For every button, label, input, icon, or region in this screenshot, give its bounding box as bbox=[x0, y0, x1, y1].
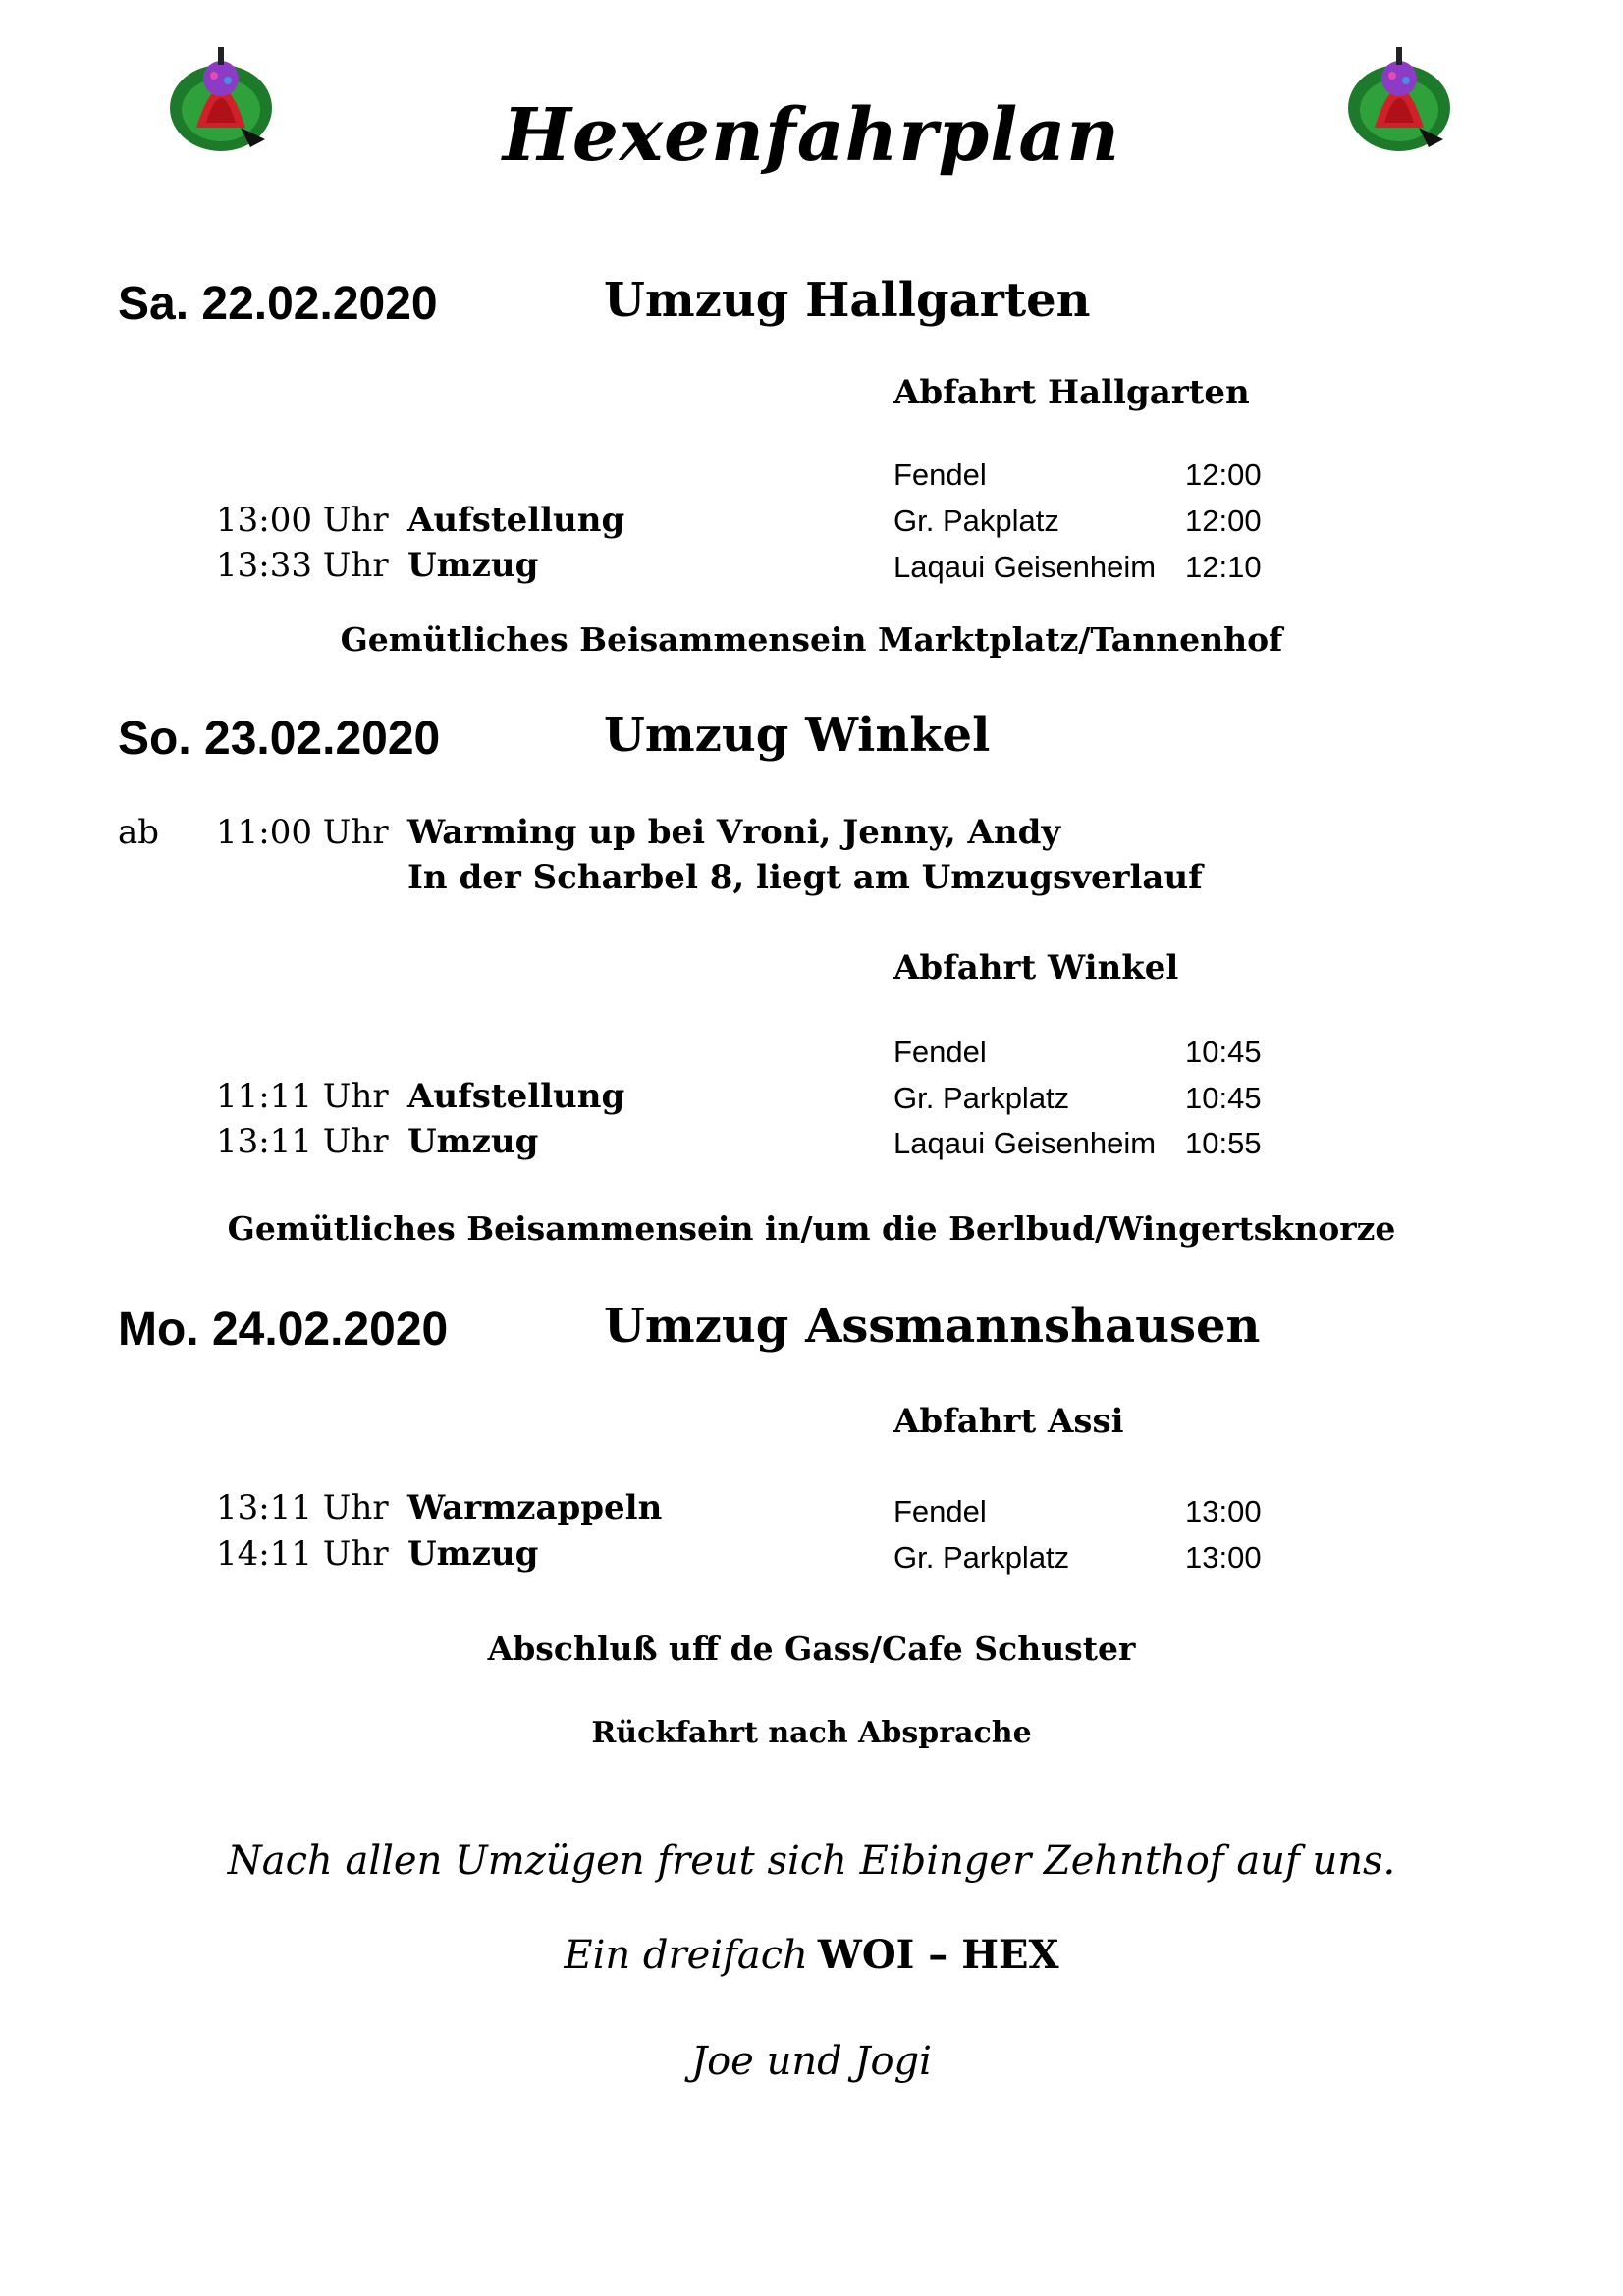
closing-cheer-prefix: Ein dreifach bbox=[564, 1933, 808, 1978]
stop-name: Gr. Pakplatz bbox=[893, 504, 1059, 538]
schedule-activity: Aufstellung bbox=[407, 501, 625, 540]
schedule-activity: Warmzappeln bbox=[407, 1488, 663, 1527]
stop-time: 10:45 bbox=[1185, 1035, 1262, 1069]
pre-event-line: Warming up bei Vroni, Jenny, Andy bbox=[407, 813, 1061, 852]
schedule-time: 13:00 Uhr bbox=[216, 501, 389, 540]
day-note: Gemütliches Beisammensein in/um die Berlbud/Wingertsknorze bbox=[227, 1209, 1396, 1248]
stop-time: 12:10 bbox=[1185, 550, 1262, 584]
day-date: Sa. 22.02.2020 bbox=[118, 278, 438, 330]
stop-name: Fendel bbox=[893, 1035, 987, 1069]
stop-name: Gr. Parkplatz bbox=[893, 1540, 1070, 1575]
schedule-activity: Umzug bbox=[407, 1534, 539, 1574]
pre-event-line: In der Scharbel 8, liegt am Umzugsverlauf bbox=[407, 858, 1203, 897]
departure-heading: Abfahrt Assi bbox=[893, 1402, 1124, 1441]
stop-name: Gr. Parkplatz bbox=[893, 1081, 1070, 1115]
day-date: So. 23.02.2020 bbox=[118, 713, 441, 765]
closing-cheer bbox=[0, 1932, 1623, 1978]
schedule-time: 13:11 Uhr bbox=[216, 1488, 389, 1527]
schedule-activity: Umzug bbox=[407, 546, 539, 585]
stop-time: 10:45 bbox=[1185, 1081, 1262, 1115]
departure-heading: Abfahrt Winkel bbox=[893, 948, 1179, 988]
day-note: Abschluß uff de Gass/Cafe Schuster bbox=[487, 1629, 1136, 1668]
stop-time: 12:00 bbox=[1185, 504, 1262, 538]
day-note-secondary: Rückfahrt nach Absprache bbox=[591, 1716, 1032, 1750]
stop-time: 10:55 bbox=[1185, 1126, 1262, 1160]
stop-time: 12:00 bbox=[1185, 457, 1262, 492]
schedule-activity: Umzug bbox=[407, 1122, 539, 1161]
stop-name: Laqaui Geisenheim bbox=[893, 1126, 1157, 1160]
stop-time: 13:00 bbox=[1185, 1540, 1262, 1575]
schedule-time: 13:33 Uhr bbox=[216, 546, 389, 585]
stop-name: Fendel bbox=[893, 1494, 987, 1528]
stop-name: Laqaui Geisenheim bbox=[893, 550, 1157, 584]
departure-heading: Abfahrt Hallgarten bbox=[893, 373, 1250, 412]
schedule-time: 13:11 Uhr bbox=[216, 1122, 389, 1161]
signature: Joe und Jogi bbox=[691, 2039, 932, 2084]
day-note: Gemütliches Beisammensein Marktplatz/Tannenhof bbox=[340, 620, 1283, 659]
pre-event-time: 11:00 Uhr bbox=[216, 813, 389, 852]
schedule-activity: Aufstellung bbox=[407, 1077, 625, 1116]
schedule-time: 11:11 Uhr bbox=[216, 1077, 389, 1116]
page-title: Hexenfahrplan bbox=[502, 93, 1121, 178]
closing-cheer-emphasis: WOI – HEX bbox=[817, 1932, 1059, 1978]
day-date: Mo. 24.02.2020 bbox=[118, 1304, 449, 1356]
schedule-time: 14:11 Uhr bbox=[216, 1534, 389, 1574]
day-event: Umzug Winkel bbox=[604, 708, 991, 763]
stop-name: Fendel bbox=[893, 457, 987, 492]
day-event: Umzug Hallgarten bbox=[604, 273, 1091, 328]
pre-event-prefix: ab bbox=[118, 813, 160, 852]
closing-line: Nach allen Umzügen freut sich Eibinger Zehnthof auf uns. bbox=[227, 1839, 1396, 1884]
stop-time: 13:00 bbox=[1185, 1494, 1262, 1528]
day-event: Umzug Assmannshausen bbox=[604, 1299, 1261, 1354]
